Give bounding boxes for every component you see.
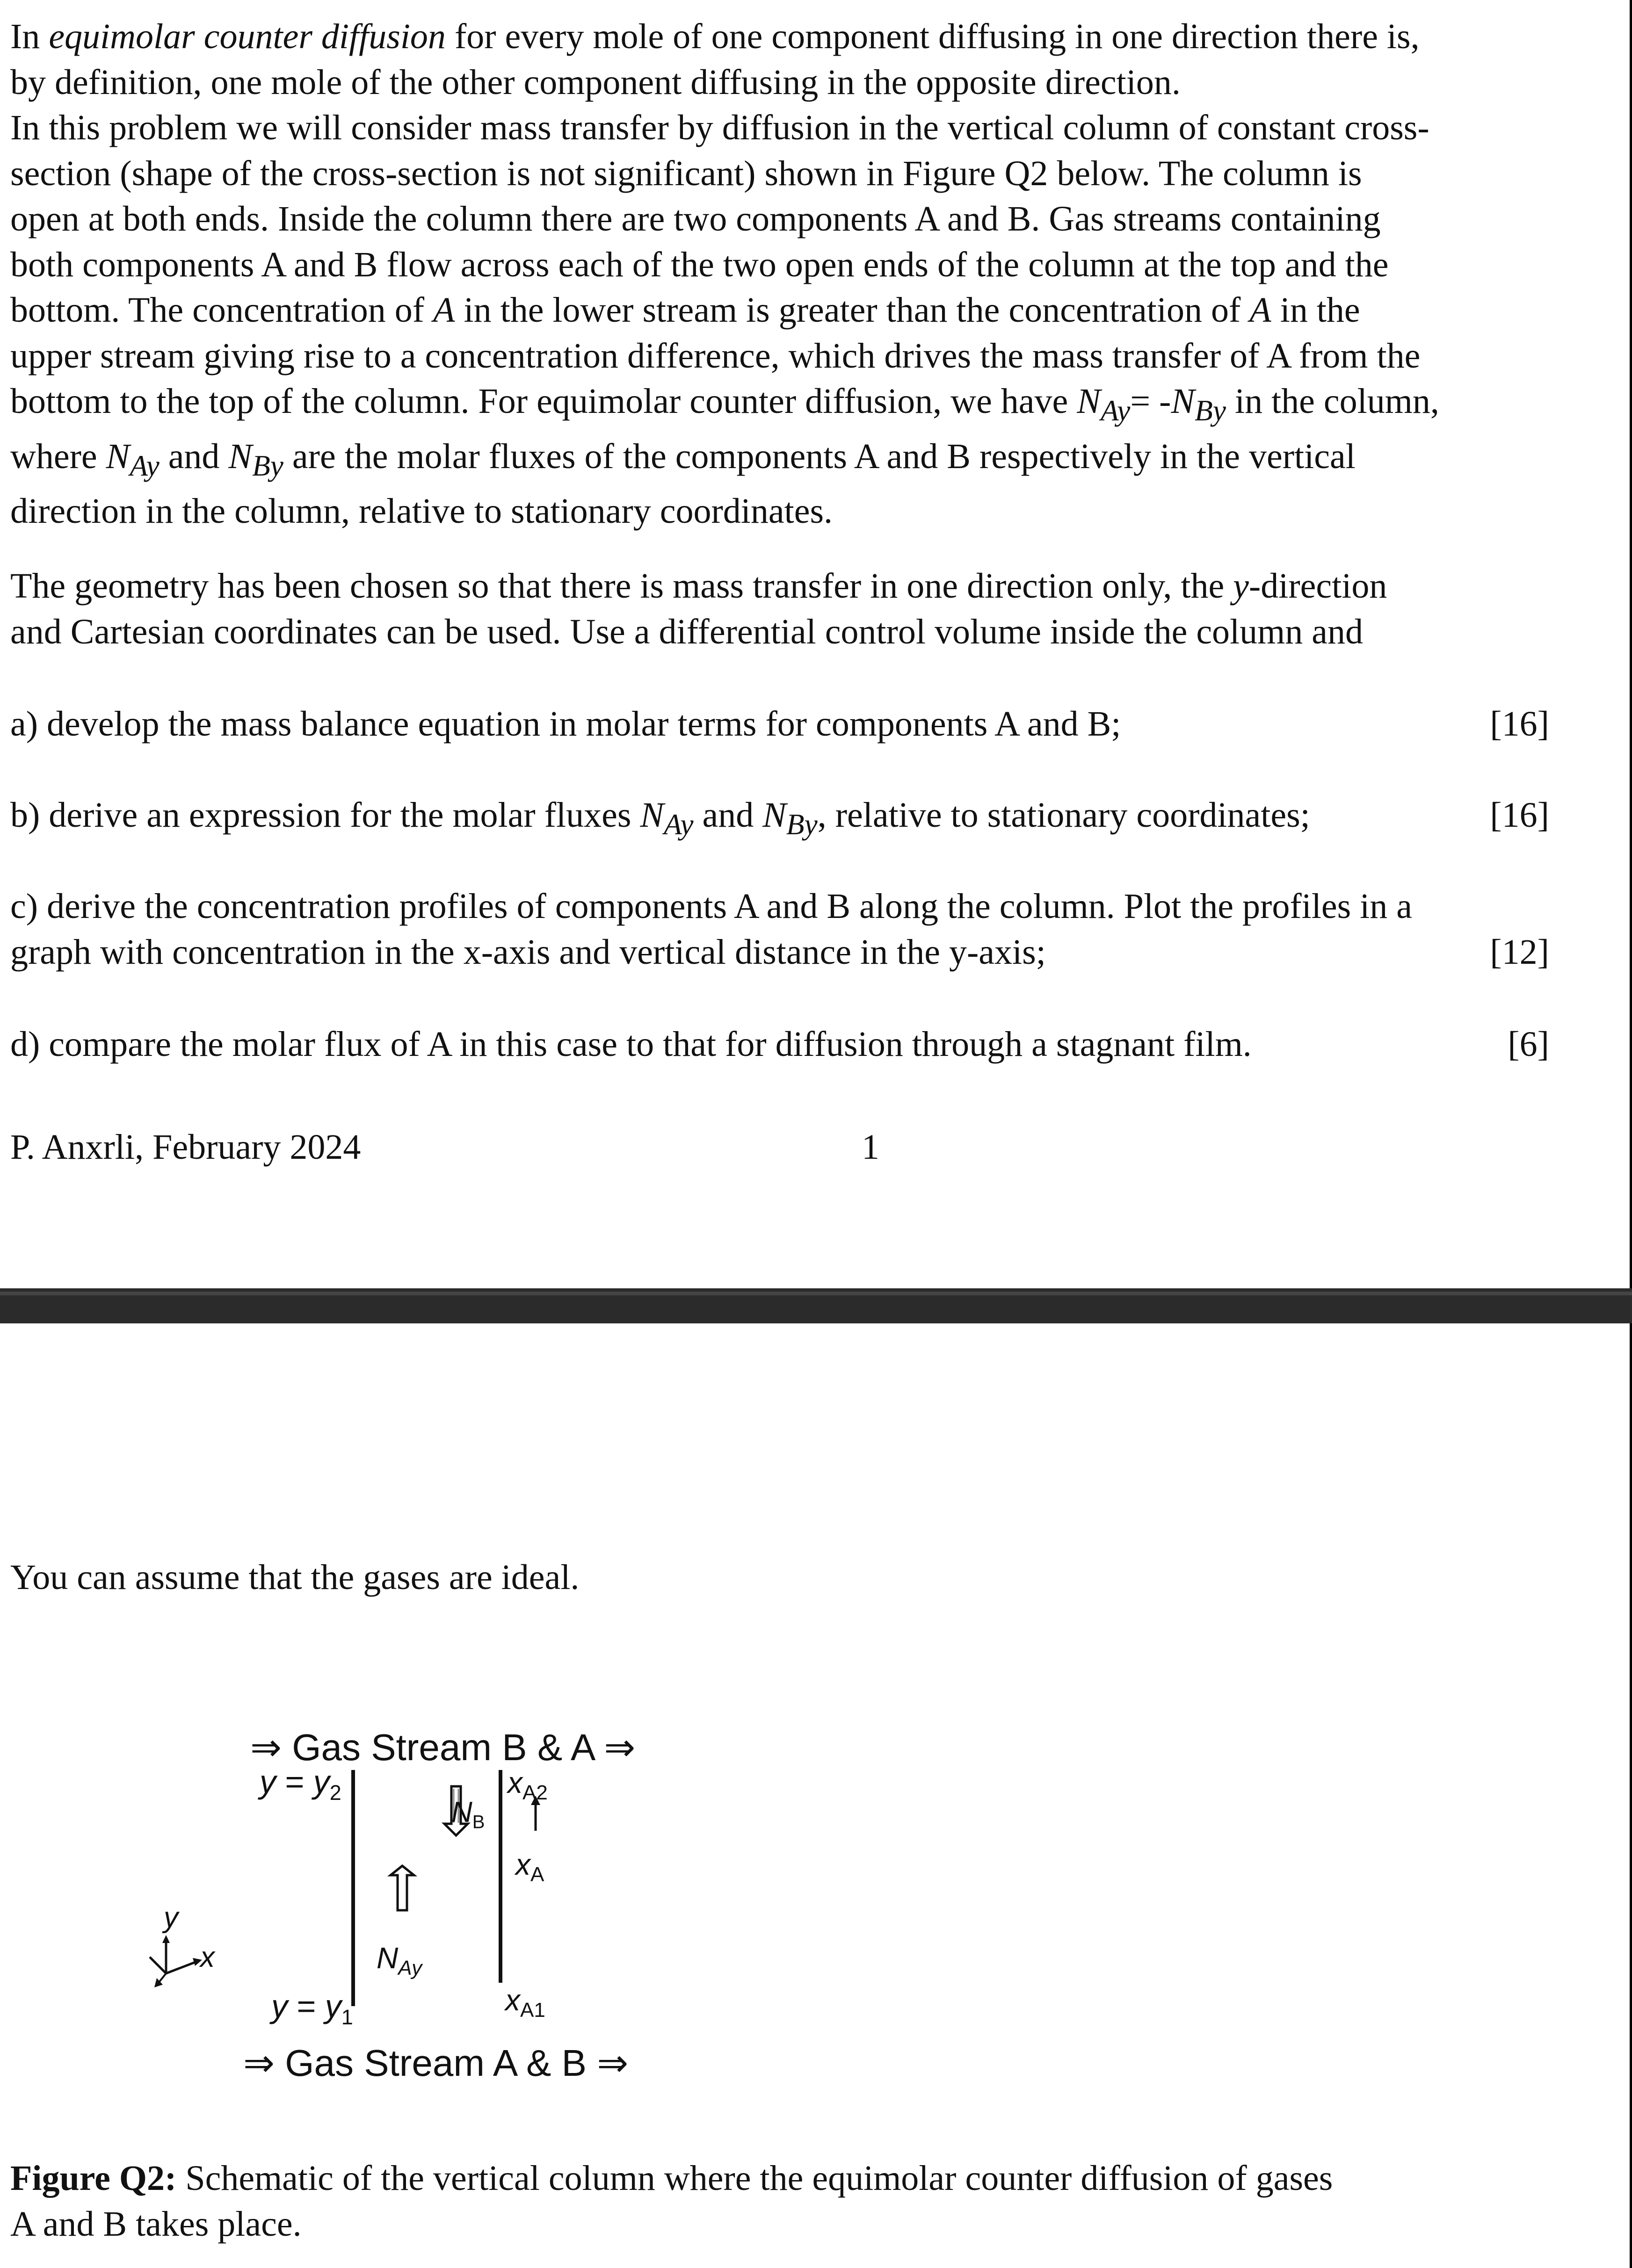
page-edge-lower <box>1630 1323 1632 2268</box>
marks-b: [16] <box>1490 795 1549 835</box>
question-b: b) derive an expression for the molar fluxes $N_{Ay}$ and $N_{By}$, relative to stationary coordinates; [16] <box>10 793 1549 848</box>
y2-label: $y = y_2$ <box>260 1763 341 1805</box>
figure-q2 <box>140 1707 795 2090</box>
top-gas-stream-label: ⇒ Gas Stream B & A ⇒ <box>250 1726 636 1768</box>
page-edge <box>1630 0 1632 1291</box>
axis-y-label: y <box>164 1901 178 1934</box>
nb-label: $N_B$ <box>451 1796 485 1833</box>
page-divider-highlight <box>0 1292 1632 1295</box>
page-number: 1 <box>862 1127 879 1167</box>
question-a: a) develop the mass balance equation in molar terms for components A and B; [16] <box>10 701 1549 747</box>
nay-label: $N_{Ay}$ <box>377 1941 422 1979</box>
figure-caption: Figure Q2: Schematic of the vertical column where the equimolar counter diffusion of gases A and B takes place. <box>10 2159 1333 2244</box>
xa-label: $x_A$ <box>515 1848 544 1886</box>
intro-paragraph: In equimolar counter diffusion for every mole of one component diffusing in one direction there is, by definition, one mole of the other component diffusing in the opposite direction. In this problem we will consider mass transfer by diffusion in the vertical column of constant cross- section (shape of the cross-section is not significant) shown in Figure Q2 below. The column is open at both ends. Inside the column there are two components A and B. Gas streams containing both components A and B flow across each of the two open ends of the column at the top and the bottom. The concentration of A in the lower stream is greater than the concentration of A in the upper stream giving rise to a concentration difference, which drives the mass transfer of A from the bottom to the top of the column. For equimolar counter diffusion, we have $N_{Ay}= -N_{By}$ in the column, where $N_{Ay}$ and $N_{By}$ are the molar fluxes of the components A and B respectively in the vertical direction in the column, relative to stationary coordinates. <box>10 17 1439 531</box>
y1-label: $y = y_1$ <box>271 1988 353 2029</box>
xa2-label: $x_{A2}$ <box>508 1766 548 1804</box>
xa1-label: $x_{A1}$ <box>505 1983 545 2022</box>
bottom-gas-stream-label: ⇒ Gas Stream A & B ⇒ <box>243 2042 629 2084</box>
question-c: c) derive the concentration profiles of components A and B along the column. Plot the profiles in a graph with concentration in the x-axis and vertical distance in the y-axis; [12] <box>10 884 1601 975</box>
assumption-text: You can assume that the gases are ideal. <box>10 1558 580 1597</box>
marks-c: [12] <box>1490 932 1549 972</box>
axis-x-label: x <box>200 1941 215 1973</box>
footer-author: P. Anxrli, February 2024 <box>10 1127 361 1167</box>
axis-icon <box>150 1935 202 1987</box>
question-d: d) compare the molar flux of A in this case to that for diffusion through a stagnant film. [6] <box>10 1022 1549 1068</box>
marks-d: [6] <box>1508 1025 1549 1064</box>
nay-flux-arrow <box>391 1866 414 1910</box>
geometry-paragraph: The geometry has been chosen so that there is mass transfer in one direction only, the y-direction and Cartesian coordinates can be used. Use a differential control volume inside the column and <box>10 566 1387 651</box>
marks-a: [16] <box>1490 704 1549 744</box>
